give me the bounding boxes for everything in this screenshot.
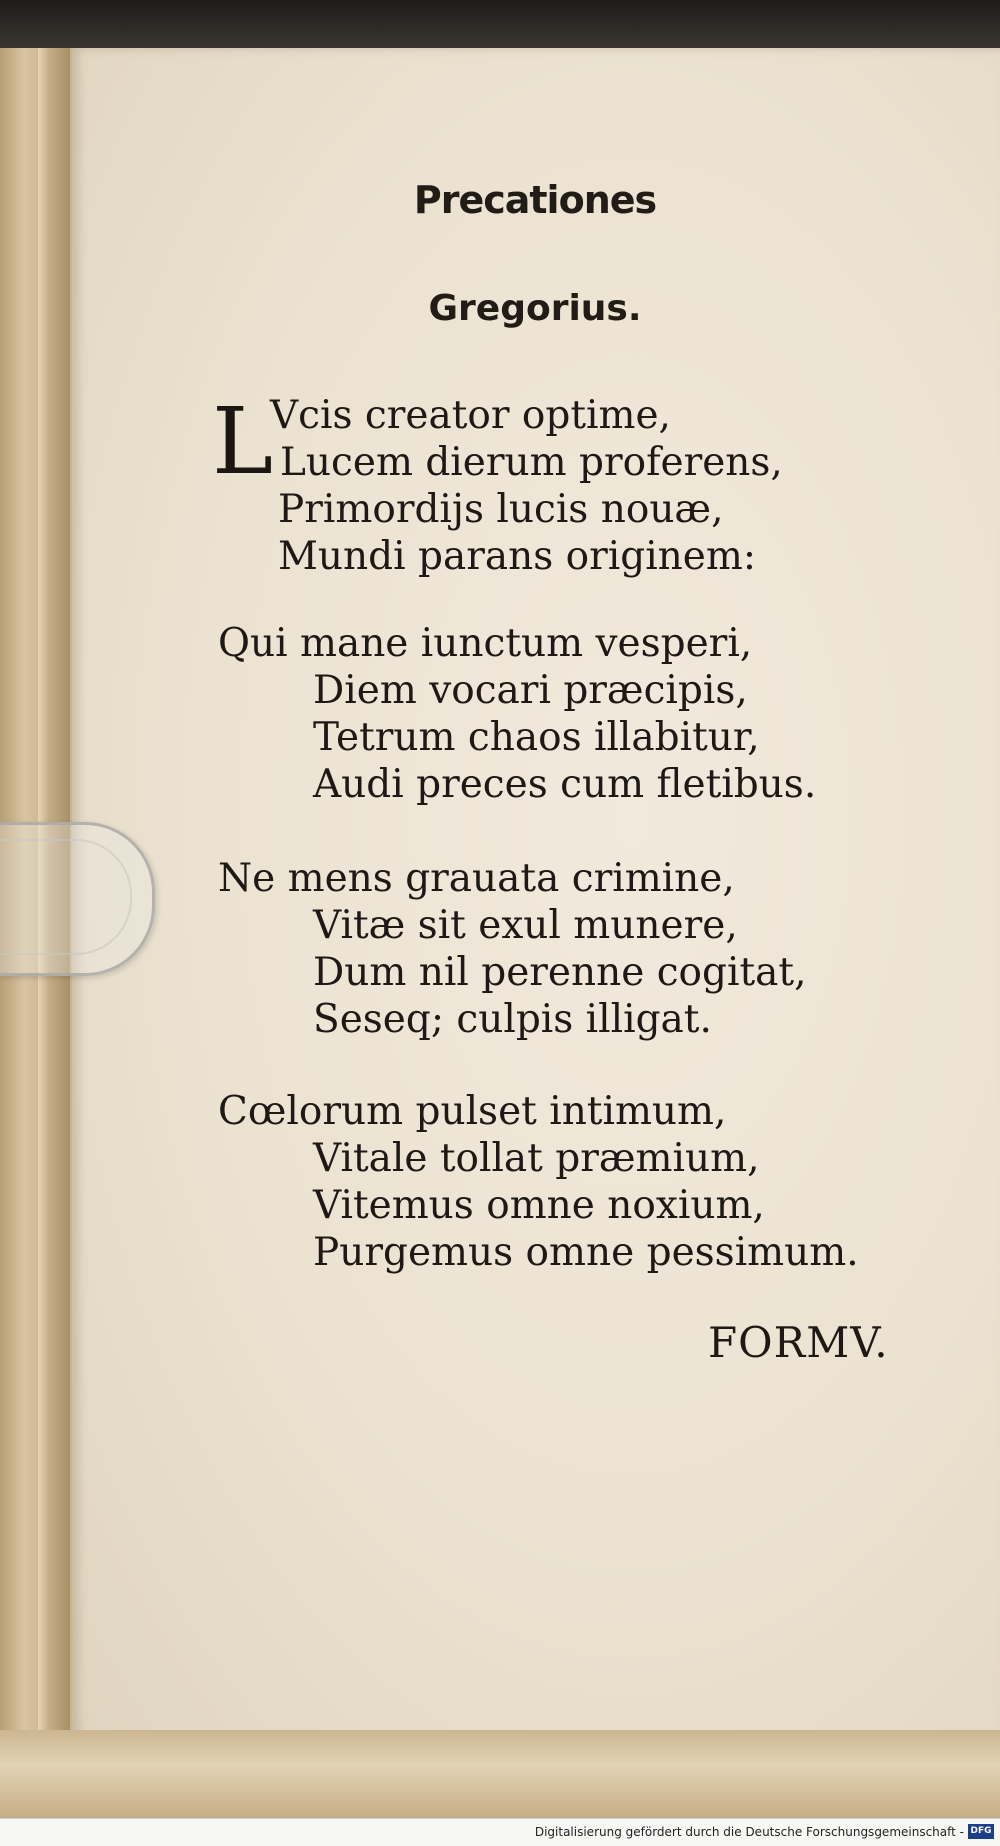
verse-line: Dum nil perenne cogitat, [313, 950, 807, 995]
verse-line: Seseq; culpis illigat. [313, 997, 712, 1042]
verse-line: Lucem dierum proferens, [280, 440, 783, 485]
verse-line: Cœlorum pulset intimum, [218, 1089, 727, 1134]
dfg-logo: DFG [968, 1824, 994, 1839]
scanner-background [0, 0, 1000, 48]
page-clip [0, 822, 155, 976]
verse-line: Purgemus omne pessimum. [313, 1230, 859, 1275]
drop-cap: L [212, 388, 274, 495]
funding-credit: Digitalisierung gefördert durch die Deutsche Forschungsgemeinschaft - [534, 1825, 964, 1839]
page-clip-inner [0, 839, 132, 955]
stanza-1 [218, 392, 783, 580]
verse-line: Vitale tollat præmium, [313, 1136, 760, 1181]
verse-line: Audi preces cum fletibus. [313, 762, 817, 807]
stanza-2 [218, 620, 816, 808]
verse-line: Vitæ sit exul munere, [313, 903, 738, 948]
verse-line: Ne mens grauata crimine, [218, 856, 735, 901]
stanza-4 [218, 1088, 859, 1276]
running-title: Precationes [413, 178, 657, 222]
verse-line: Primordijs lucis nouæ, [278, 487, 724, 532]
verse-line: Vcis creator optime, [270, 393, 671, 438]
verse-line: Qui mane iunctum vesperi, [218, 621, 753, 666]
stanza-3 [218, 855, 806, 1043]
verse-line: Tetrum chaos illabitur, [313, 715, 760, 760]
verse-line: Mundi parans originem: [278, 534, 756, 579]
digitization-footer [0, 1818, 1000, 1846]
verse-line: Vitemus omne noxium, [313, 1183, 765, 1228]
verse-line: Diem vocari præcipis, [313, 668, 748, 713]
page-bottom-edge [0, 1730, 1000, 1818]
catchword: FORMV. [708, 1318, 889, 1367]
hymn-author: Gregorius. [428, 288, 642, 329]
